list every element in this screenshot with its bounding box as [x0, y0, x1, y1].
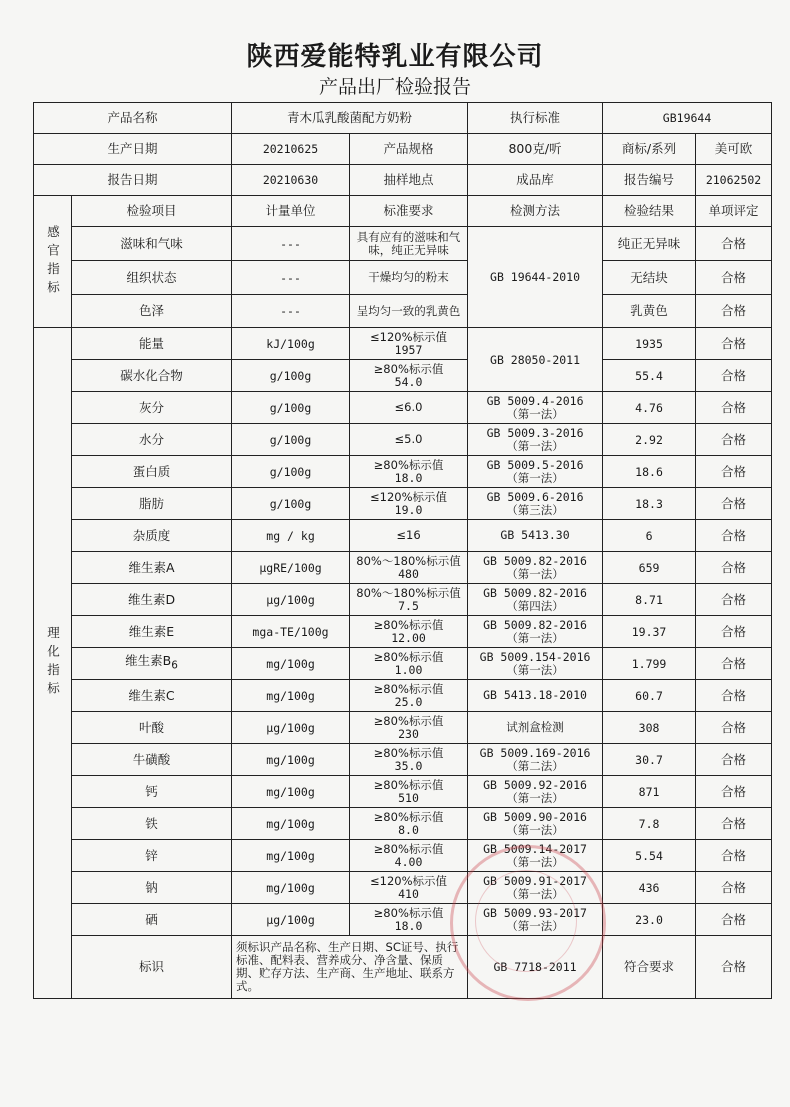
method-line-1: GB 5009.92-2016 — [483, 777, 587, 792]
verdict: 合格 — [696, 295, 772, 328]
requirement-line-2: 19.0 — [394, 502, 423, 517]
item-name: 组织状态 — [72, 261, 232, 295]
physchem-row — [34, 776, 772, 808]
requirement-line-2: 35.0 — [394, 758, 423, 773]
column-header-result: 检验结果 — [603, 196, 696, 227]
physchem-row — [34, 424, 772, 456]
method-line-2: （第一法） — [506, 662, 564, 677]
verdict: 合格 — [696, 520, 772, 552]
verdict: 合格 — [696, 936, 772, 999]
result: 18.6 — [603, 456, 696, 488]
info-row-1 — [34, 103, 772, 134]
unit: mg/100g — [232, 680, 350, 712]
requirement-line-1: ≥80%标示值 — [373, 457, 444, 472]
unit: --- — [232, 295, 350, 328]
requirement — [350, 776, 468, 808]
unit: mg/100g — [232, 648, 350, 680]
item-name: 杂质度 — [72, 520, 232, 552]
physchem-row — [34, 904, 772, 936]
unit: mg/100g — [232, 840, 350, 872]
report-no-value: 21062502 — [696, 165, 772, 196]
sensory-row — [34, 227, 772, 261]
method — [468, 552, 603, 584]
physchem-row — [34, 808, 772, 840]
requirement-line-2: 1.00 — [394, 662, 423, 677]
method-line-2: （第一法） — [506, 886, 564, 901]
requirement — [350, 904, 468, 936]
result: 8.71 — [603, 584, 696, 616]
physchem-row — [34, 392, 772, 424]
method — [468, 648, 603, 680]
result: 纯正无异味 — [603, 227, 696, 261]
unit: μg/100g — [232, 712, 350, 744]
method-line-2: （第一法） — [506, 790, 564, 805]
unit: mga-TE/100g — [232, 616, 350, 648]
result: 19.37 — [603, 616, 696, 648]
requirement-line-2: 480 — [398, 566, 419, 581]
result: 5.54 — [603, 840, 696, 872]
requirement — [350, 872, 468, 904]
requirement-line-1: 80%～180%标示值 — [356, 553, 461, 568]
method-line-2: （第一法） — [506, 566, 564, 581]
verdict: 合格 — [696, 392, 772, 424]
result: 18.3 — [603, 488, 696, 520]
requirement — [350, 360, 468, 392]
unit: --- — [232, 227, 350, 261]
physchem-row — [34, 712, 772, 744]
item-name: 能量 — [72, 328, 232, 360]
method-line-2: （第四法） — [506, 598, 564, 613]
result: 符合要求 — [603, 936, 696, 999]
requirement — [350, 392, 468, 424]
requirement-line-1: ≥80%标示值 — [373, 745, 444, 760]
physchem-row — [34, 360, 772, 392]
requirement-line-1: ≥80%标示值 — [373, 649, 444, 664]
unit: g/100g — [232, 392, 350, 424]
requirement-line-2: 8.0 — [398, 822, 419, 837]
result: 4.76 — [603, 392, 696, 424]
physchem-row — [34, 456, 772, 488]
report-title: 产品出厂检验报告 — [318, 76, 471, 98]
method-line-1: GB 5009.82-2016 — [483, 585, 587, 600]
result: 659 — [603, 552, 696, 584]
method-line-2: （第三法） — [506, 502, 564, 517]
item-name: 滋味和气味 — [72, 227, 232, 261]
unit: g/100g — [232, 456, 350, 488]
physchem-row — [34, 520, 772, 552]
requirement-line-1: ≤5.0 — [394, 432, 423, 446]
method-line-2: （第一法） — [506, 854, 564, 869]
verdict: 合格 — [696, 808, 772, 840]
column-header-method: 检测方法 — [468, 196, 603, 227]
requirement-line-1: ≥80%标示值 — [373, 809, 444, 824]
method — [468, 744, 603, 776]
item-name: 铁 — [72, 808, 232, 840]
requirement — [350, 648, 468, 680]
requirement: 呈均匀一致的乳黄色 — [350, 295, 468, 328]
method-line-2: （第一法） — [506, 822, 564, 837]
unit: mg/100g — [232, 776, 350, 808]
requirement-line-2: 12.00 — [391, 630, 426, 645]
verdict: 合格 — [696, 261, 772, 295]
physchem-row — [34, 616, 772, 648]
unit: mg / kg — [232, 520, 350, 552]
brand-label: 商标/系列 — [603, 134, 696, 165]
inspection-table — [33, 102, 772, 999]
info-row-2 — [34, 134, 772, 165]
verdict: 合格 — [696, 904, 772, 936]
unit: mg/100g — [232, 872, 350, 904]
item-name: 硒 — [72, 904, 232, 936]
method — [468, 776, 603, 808]
result: 乳黄色 — [603, 295, 696, 328]
method-line-1: GB 5009.4-2016 — [486, 393, 584, 408]
verdict: 合格 — [696, 872, 772, 904]
method-line-2: （第一法） — [506, 470, 564, 485]
requirement — [350, 840, 468, 872]
requirement-line-1: ≤16 — [396, 528, 421, 542]
requirement — [350, 616, 468, 648]
unit: kJ/100g — [232, 328, 350, 360]
item-name: 灰分 — [72, 392, 232, 424]
requirement — [350, 808, 468, 840]
requirement — [350, 520, 468, 552]
requirement-line-2: 1957 — [394, 342, 423, 357]
brand-value: 美可欧 — [696, 134, 772, 165]
method-line-2: （第一法） — [506, 406, 564, 421]
column-header-row — [34, 196, 772, 227]
result: 23.0 — [603, 904, 696, 936]
result: 308 — [603, 712, 696, 744]
item-name: 维生素D — [72, 584, 232, 616]
method — [468, 712, 603, 744]
requirement-line-2: 7.5 — [398, 598, 419, 613]
method-line-1: GB 5009.91-2017 — [483, 873, 587, 888]
production-date-label: 生产日期 — [34, 134, 232, 165]
sensory-section-label: 感官指标 — [34, 196, 72, 328]
physchem-row — [34, 584, 772, 616]
unit: g/100g — [232, 488, 350, 520]
report-date-label: 报告日期 — [34, 165, 232, 196]
verdict: 合格 — [696, 840, 772, 872]
requirement — [350, 488, 468, 520]
unit: μg/100g — [232, 584, 350, 616]
method-line-1: GB 5009.93-2017 — [483, 905, 587, 920]
label-requirement: 须标识产品名称、生产日期、SC证号、执行标准、配料表、营养成分、净含量、保质期、贮存方法、生产商、生产地址、联系方式。 — [232, 936, 468, 999]
method-line-1: GB 5009.82-2016 — [483, 553, 587, 568]
method-line-2: （第二法） — [506, 758, 564, 773]
item-name: 牛磺酸 — [72, 744, 232, 776]
method-line-1: GB 5413.18-2010 — [483, 688, 587, 702]
verdict: 合格 — [696, 424, 772, 456]
item-name: 锌 — [72, 840, 232, 872]
unit: μg/100g — [232, 904, 350, 936]
requirement-line-1: ≥80%标示值 — [373, 905, 444, 920]
requirement — [350, 680, 468, 712]
column-header-verdict: 单项评定 — [696, 196, 772, 227]
result: 无结块 — [603, 261, 696, 295]
verdict: 合格 — [696, 360, 772, 392]
method — [468, 584, 603, 616]
item-name: 碳水化合物 — [72, 360, 232, 392]
requirement-line-1: ≥80%标示值 — [373, 681, 444, 696]
method — [468, 488, 603, 520]
requirement — [350, 712, 468, 744]
result: 6 — [603, 520, 696, 552]
method-line-2: （第一法） — [506, 438, 564, 453]
item-name: 标识 — [72, 936, 232, 999]
method-line-1: GB 5009.169-2016 — [479, 745, 591, 760]
sensory-row — [34, 295, 772, 328]
spec-value: 800克/听 — [468, 134, 603, 165]
method — [468, 392, 603, 424]
physchem-row — [34, 840, 772, 872]
method-line-2: （第一法） — [506, 918, 564, 933]
method — [468, 808, 603, 840]
sensory-method: GB 19644-2010 — [468, 227, 603, 328]
unit: μgRE/100g — [232, 552, 350, 584]
requirement-line-2: 4.00 — [394, 854, 423, 869]
requirement-line-2: 18.0 — [394, 918, 423, 933]
requirement-line-1: ≤6.0 — [394, 400, 423, 414]
requirement-line-1: ≥80%标示值 — [373, 777, 444, 792]
item-name: 维生素A — [72, 552, 232, 584]
requirement — [350, 456, 468, 488]
verdict: 合格 — [696, 712, 772, 744]
method-line-1: GB 5009.154-2016 — [479, 649, 591, 664]
requirement-line-2: 410 — [398, 886, 419, 901]
method-line-1: GB 5413.30 — [500, 528, 570, 542]
method — [468, 840, 603, 872]
physchem-row — [34, 872, 772, 904]
item-name — [72, 648, 232, 680]
requirement — [350, 584, 468, 616]
product-name-value: 青木瓜乳酸菌配方奶粉 — [232, 103, 468, 134]
item-name: 水分 — [72, 424, 232, 456]
requirement-line-2: 54.0 — [394, 374, 423, 389]
method: GB 7718-2011 — [468, 936, 603, 999]
requirement-line-2: 18.0 — [394, 470, 423, 485]
requirement-line-1: ≥80%标示值 — [373, 617, 444, 632]
requirement-line-2: 230 — [398, 726, 419, 741]
product-name-label: 产品名称 — [34, 103, 232, 134]
company-name: 陕西爱能特乳业有限公司 — [246, 42, 544, 72]
standard-label: 执行标准 — [468, 103, 603, 134]
method — [468, 616, 603, 648]
requirement-line-1: ≥80%标示值 — [373, 841, 444, 856]
verdict: 合格 — [696, 648, 772, 680]
requirement-line-1: ≥80%标示值 — [373, 713, 444, 728]
requirement: 干燥均匀的粉末 — [350, 261, 468, 295]
item-name: 蛋白质 — [72, 456, 232, 488]
requirement — [350, 424, 468, 456]
result: 60.7 — [603, 680, 696, 712]
method-line-1: GB 5009.14-2017 — [483, 841, 587, 856]
method-line-1: GB 5009.6-2016 — [486, 489, 584, 504]
item-name: 叶酸 — [72, 712, 232, 744]
result: 1.799 — [603, 648, 696, 680]
requirement-line-1: 80%～180%标示值 — [356, 585, 461, 600]
requirement — [350, 552, 468, 584]
method — [468, 456, 603, 488]
energy-carb-method: GB 28050-2011 — [468, 328, 603, 392]
verdict: 合格 — [696, 456, 772, 488]
spec-label: 产品规格 — [350, 134, 468, 165]
method — [468, 424, 603, 456]
requirement-line-1: ≤120%标示值 — [370, 873, 448, 888]
method — [468, 680, 603, 712]
method-line-1: GB 5009.5-2016 — [486, 457, 584, 472]
column-header-item: 检验项目 — [72, 196, 232, 227]
requirement-line-2: 25.0 — [394, 694, 423, 709]
sampling-value: 成品库 — [468, 165, 603, 196]
method-line-1: GB 5009.90-2016 — [483, 809, 587, 824]
item-name: 钠 — [72, 872, 232, 904]
requirement-line-1: ≤120%标示值 — [370, 329, 448, 344]
method — [468, 520, 603, 552]
sampling-label: 抽样地点 — [350, 165, 468, 196]
info-row-3 — [34, 165, 772, 196]
requirement — [350, 744, 468, 776]
item-name: 钙 — [72, 776, 232, 808]
requirement-line-1: ≥80%标示值 — [373, 361, 444, 376]
column-header-requirement: 标准要求 — [350, 196, 468, 227]
physchem-row — [34, 680, 772, 712]
item-subscript: 6 — [171, 659, 178, 672]
sensory-row — [34, 261, 772, 295]
item-name: 维生素E — [72, 616, 232, 648]
method-line-1: GB 5009.82-2016 — [483, 617, 587, 632]
verdict: 合格 — [696, 552, 772, 584]
physchem-row — [34, 744, 772, 776]
result: 871 — [603, 776, 696, 808]
unit: g/100g — [232, 424, 350, 456]
physchem-row — [34, 488, 772, 520]
verdict: 合格 — [696, 744, 772, 776]
item-name: 色泽 — [72, 295, 232, 328]
requirement-line-1: ≤120%标示值 — [370, 489, 448, 504]
verdict: 合格 — [696, 488, 772, 520]
result: 436 — [603, 872, 696, 904]
verdict: 合格 — [696, 680, 772, 712]
result: 7.8 — [603, 808, 696, 840]
verdict: 合格 — [696, 584, 772, 616]
physchem-section-label: 理化指标 — [34, 328, 72, 999]
verdict: 合格 — [696, 776, 772, 808]
label-row — [34, 936, 772, 999]
verdict: 合格 — [696, 328, 772, 360]
result: 2.92 — [603, 424, 696, 456]
unit: g/100g — [232, 360, 350, 392]
column-header-unit: 计量单位 — [232, 196, 350, 227]
method-line-2: （第一法） — [506, 630, 564, 645]
unit: --- — [232, 261, 350, 295]
verdict: 合格 — [696, 616, 772, 648]
verdict: 合格 — [696, 227, 772, 261]
standard-value: GB19644 — [603, 103, 772, 134]
requirement-line-2: 510 — [398, 790, 419, 805]
unit: mg/100g — [232, 808, 350, 840]
result: 30.7 — [603, 744, 696, 776]
result: 55.4 — [603, 360, 696, 392]
report-date-value: 20210630 — [232, 165, 350, 196]
physchem-row — [34, 648, 772, 680]
unit: mg/100g — [232, 744, 350, 776]
method-line-1: 试剂盒检测 — [506, 720, 564, 734]
item-name: 维生素C — [72, 680, 232, 712]
method — [468, 872, 603, 904]
requirement — [350, 328, 468, 360]
physchem-row — [34, 328, 772, 360]
physchem-row — [34, 552, 772, 584]
method-line-1: GB 5009.3-2016 — [486, 425, 584, 440]
item-name: 脂肪 — [72, 488, 232, 520]
result: 1935 — [603, 328, 696, 360]
method — [468, 904, 603, 936]
requirement: 具有应有的滋味和气味，纯正无异味 — [350, 227, 468, 261]
production-date-value: 20210625 — [232, 134, 350, 165]
item-name-text: 维生素B — [125, 653, 172, 669]
report-no-label: 报告编号 — [603, 165, 696, 196]
